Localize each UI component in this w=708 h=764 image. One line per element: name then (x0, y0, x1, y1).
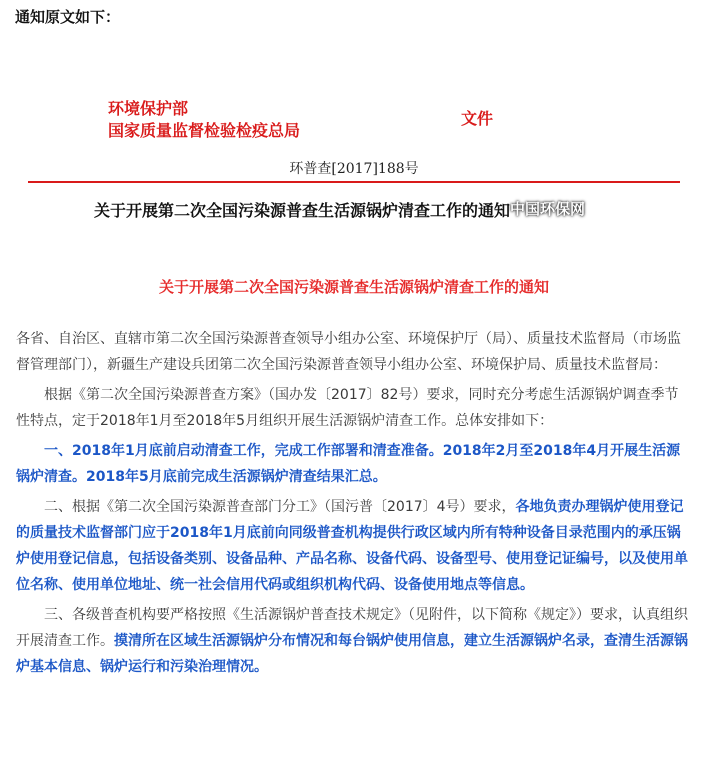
paragraph-item-3 (16, 602, 692, 680)
paragraph-basis: 根据《第二次全国污染源普查方案》（国办发〔2017〕82号）要求，同时充分考虑生活源锅炉调查季节性特点，定于2018年1月至2018年5月组织开展生活源锅炉清查工作。总体安排如下： (16, 387, 679, 429)
item-3-emphasis: 摸清所在区域生活源锅炉分布情况和每台锅炉使用信息，建立生活源锅炉名录，查清生活源锅炉基本信息、锅炉运行和污染治理情况。 (16, 633, 688, 675)
issuer-block (108, 98, 300, 142)
wenjian-label: 文件 (461, 109, 494, 128)
red-divider (28, 181, 680, 183)
document-number: 环普查[2017]188号 (289, 161, 419, 177)
issuer-line-1: 环境保护部 (108, 99, 189, 118)
item-2-emphasis: 各地负责办理锅炉使用登记的质量技术监督部门应于2018年1月底前向同级普查机构提供行政区域内所有特种设备目录范围内的承压锅炉使用登记信息，包括设备类别、设备品种、产品名称、设备代码、设备型号、使用登记证编号，以及使用单位名称、使用单位地址、统一社会信用代码或组织机构代码、设备使用地点等信息。 (16, 499, 688, 593)
document-title: 关于开展第二次全国污染源普查生活源锅炉清查工作的通知 (94, 201, 511, 220)
paragraph-addressees: 各省、自治区、直辖市第二次全国污染源普查领导小组办公室、环境保护厅（局）、质量技术监督局（市场监督管理部门），新疆生产建设兵团第二次全国污染源普查领导小组办公室、环境保护局、质量技术监督局： (16, 331, 681, 373)
paragraph-item-2 (16, 494, 692, 598)
notice-title: 关于开展第二次全国污染源普查生活源锅炉清查工作的通知 (158, 278, 549, 296)
intro-heading: 通知原文如下： (15, 8, 121, 26)
document-header-image (28, 90, 680, 240)
watermark: 中国环保网 (510, 200, 586, 218)
issuer-line-2: 国家质量监督检验检疫总局 (108, 121, 301, 140)
item-2-text: 二、根据《第二次全国污染源普查部门分工》（国污普〔2017〕4号）要求， (44, 499, 516, 515)
paragraph-item-1: 一、2018年1月底前启动清查工作，完成工作部署和清查准备。2018年2月至2018年4月开展生活源锅炉清查。2018年5月底前完成生活源锅炉清查结果汇总。 (16, 443, 681, 485)
notice-body (16, 326, 692, 684)
item-3-text: 三、各级普查机构要严格按照《生活源锅炉普查技术规定》（见附件，以下简称《规定》）要求，认真组织开展清查工作。 (16, 607, 688, 649)
